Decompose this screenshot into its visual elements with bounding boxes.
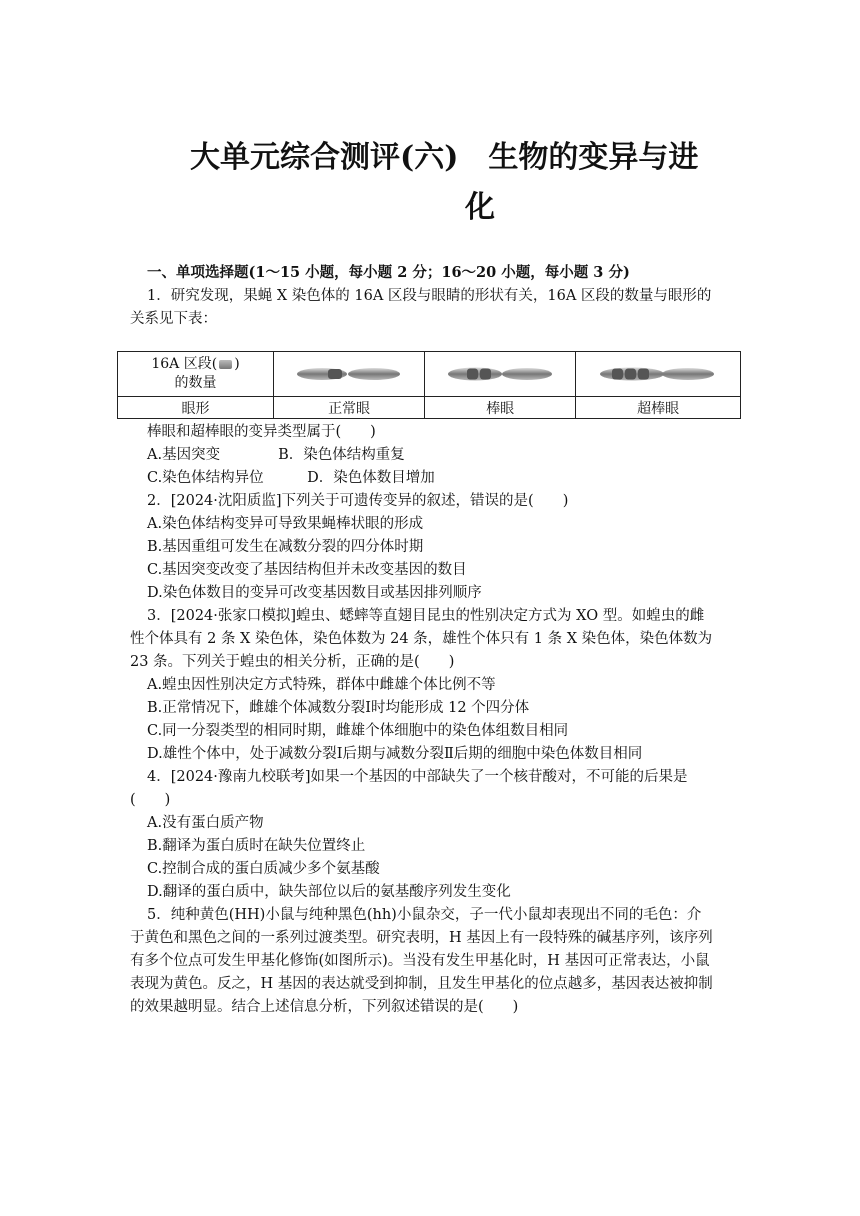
chromosome-bar-cell [425, 352, 576, 397]
q4-stem-line-2: ( ) [130, 792, 171, 808]
q4-option-d: D.翻译的蛋白质中，缺失部位以后的氨基酸序列发生变化 [147, 884, 511, 900]
q2-option-a: A.染色体结构变异可导致果蝇棒状眼的形成 [147, 516, 424, 532]
chromosome-superbar-cell [576, 352, 741, 397]
header-text-b: ) [234, 356, 240, 372]
q3-option-c: C.同一分裂类型的相同时期，雌雄个体细胞中的染色体组数目相同 [147, 723, 569, 739]
q3-option-d: D.雄性个体中，处于减数分裂Ⅰ后期与减数分裂Ⅱ后期的细胞中染色体数目相同 [147, 746, 643, 762]
q3-stem-line-1: 3．[2024·张家口模拟]蝗虫、蟋蟀等直翅目昆虫的性别决定方式为 XO 型。如蝗虫的雌 [147, 608, 705, 624]
q3-stem-line-2: 性个体具有 2 条 X 染色体，染色体数为 24 条，雄性个体只有 1 条 X 染色体，染色体数为 [130, 631, 713, 647]
table-header-eye-shape: 眼形 [118, 397, 274, 419]
q2-option-b: B.基因重组可发生在减数分裂的四分体时期 [147, 539, 424, 555]
q1-stem-line-2: 关系见下表： [130, 311, 217, 327]
q3-option-b: B.正常情况下，雌雄个体减数分裂Ⅰ时均能形成 12 个四分体 [147, 700, 530, 716]
table-header-segment-count [118, 352, 274, 397]
q5-line-3: 有多个位点可发生甲基化修饰(如图所示)。当没有发生甲基化时，H 基因可正常表达，小鼠 [130, 953, 710, 969]
page-title [180, 133, 740, 233]
eye-type-normal: 正常眼 [274, 397, 425, 419]
segment-chip-icon [219, 360, 232, 369]
q5-line-4: 表现为黄色。反之，H 基因的表达就受到抑制，且发生甲基化的位点越多，基因表达被抑制 [130, 976, 713, 992]
title-line-2: 化 [465, 190, 495, 225]
chromosome-bar-image [445, 364, 555, 384]
eye-type-superbar: 超棒眼 [576, 397, 741, 419]
chromosome-superbar-image [598, 364, 718, 384]
chromosome-normal-cell [274, 352, 425, 397]
section-heading: 一、单项选择题(1～15 小题，每小题 2 分；16～20 小题，每小题 3 分) [147, 264, 630, 281]
q2-option-d: D.染色体数目的变异可改变基因数目或基因排列顺序 [147, 585, 482, 601]
q1-options-row-2: C.染色体结构异位 D．染色体数目增加 [147, 470, 435, 486]
q4-option-b: B.翻译为蛋白质时在缺失位置终止 [147, 838, 366, 854]
q5-line-2: 于黄色和黑色之间的一系列过渡类型。研究表明，H 基因上有一段特殊的碱基序列，该序列 [130, 930, 713, 946]
header-text-c: 的数量 [174, 375, 217, 391]
q1-stem-line-1: 1．研究发现，果蝇 X 染色体的 16A 区段与眼睛的形状有关，16A 区段的数量与眼形的 [147, 288, 712, 304]
q1-ask: 棒眼和超棒眼的变异类型属于( ) [147, 424, 376, 440]
q3-option-a: A.蝗虫因性别决定方式特殊，群体中雌雄个体比例不等 [147, 677, 496, 693]
q5-line-5: 的效果越明显。结合上述信息分析，下列叙述错误的是( ) [130, 999, 519, 1015]
q4-option-a: A.没有蛋白质产物 [147, 815, 264, 831]
q4-stem-line-1: 4．[2024·豫南九校联考]如果一个基因的中部缺失了一个核苷酸对，不可能的后果是 [147, 769, 688, 785]
q3-stem-line-3: 23 条。下列关于蝗虫的相关分析，正确的是( ) [130, 654, 455, 670]
q2-option-c: C.基因突变改变了基因结构但并未改变基因的数目 [147, 562, 467, 578]
chromosome-normal-image [294, 364, 404, 384]
q4-option-c: C.控制合成的蛋白质减少多个氨基酸 [147, 861, 380, 877]
q1-options-row-1: A.基因突变 B．染色体结构重复 [147, 447, 405, 463]
segment-eye-table [117, 351, 741, 419]
header-text-a: 16A 区段( [151, 356, 218, 372]
q5-line-1: 5．纯种黄色(HH)小鼠与纯种黑色(hh)小鼠杂交，子一代小鼠却表现出不同的毛色：介 [147, 907, 702, 923]
title-line-1: 大单元综合测评(六) 生物的变异与进 [190, 140, 699, 175]
q2-stem: 2．[2024·沈阳质监]下列关于可遗传变异的叙述，错误的是( ) [147, 493, 569, 509]
eye-type-bar: 棒眼 [425, 397, 576, 419]
